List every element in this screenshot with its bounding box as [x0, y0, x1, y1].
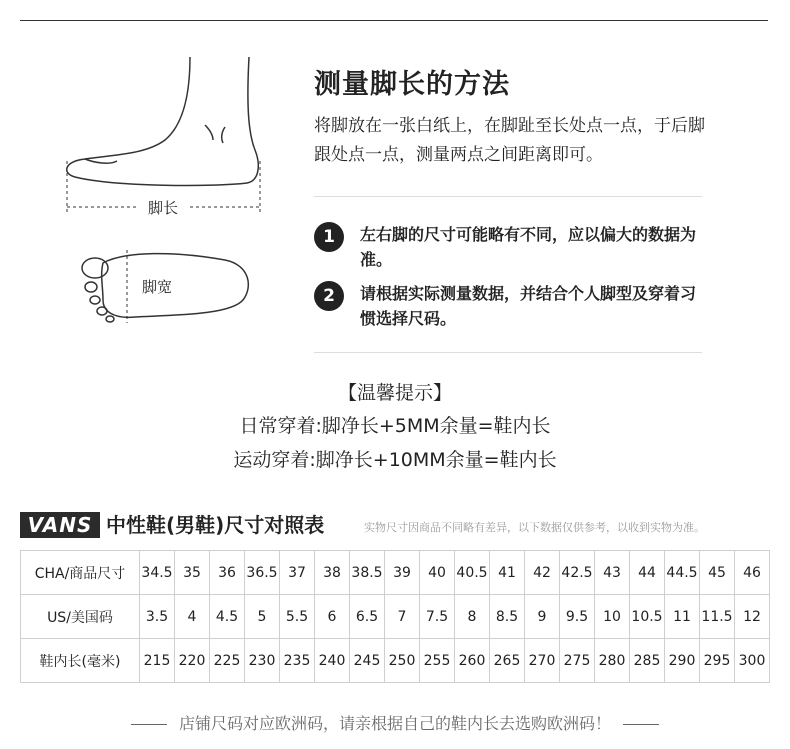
footer-text: 店铺尺码对应欧洲码，请亲根据自己的鞋内长去选购欧洲码！ — [178, 714, 611, 733]
table-cell: 12 — [735, 595, 770, 639]
table-cell: 40 — [420, 551, 455, 595]
table-cell: 285 — [630, 639, 665, 683]
row-header: 鞋内长(毫米) — [21, 639, 140, 683]
table-cell: 44 — [630, 551, 665, 595]
table-cell: 36 — [210, 551, 245, 595]
table-cell: 44.5 — [665, 551, 700, 595]
table-cell: 4.5 — [210, 595, 245, 639]
table-cell: 34.5 — [140, 551, 175, 595]
section-divider — [314, 352, 702, 353]
table-cell: 5 — [245, 595, 280, 639]
table-cell: 38 — [315, 551, 350, 595]
table-cell: 43 — [595, 551, 630, 595]
table-cell: 8.5 — [490, 595, 525, 639]
table-cell: 41 — [490, 551, 525, 595]
notice-daily: 日常穿着:脚净长+5MM余量=鞋内长 — [239, 415, 551, 437]
table-cell: 260 — [455, 639, 490, 683]
measure-title: 测量脚长的方法 — [314, 69, 510, 100]
table-cell: 10.5 — [630, 595, 665, 639]
table-cell: 270 — [525, 639, 560, 683]
table-cell: 250 — [385, 639, 420, 683]
table-cell: 42 — [525, 551, 560, 595]
table-cell: 8 — [455, 595, 490, 639]
table-cell: 230 — [245, 639, 280, 683]
table-cell: 3.5 — [140, 595, 175, 639]
size-table — [20, 550, 770, 683]
table-cell: 39 — [385, 551, 420, 595]
table-cell: 7.5 — [420, 595, 455, 639]
top-divider — [20, 20, 768, 21]
table-cell: 235 — [280, 639, 315, 683]
table-cell: 225 — [210, 639, 245, 683]
foot-width-label: 脚宽 — [142, 278, 173, 296]
table-row — [21, 595, 770, 639]
table-cell: 9.5 — [560, 595, 595, 639]
footer-dash — [131, 724, 167, 725]
tip-1 — [314, 222, 714, 274]
notice-title: 【温馨提示】 — [337, 382, 452, 404]
table-cell: 38.5 — [350, 551, 385, 595]
table-cell: 11.5 — [700, 595, 735, 639]
table-cell: 4 — [175, 595, 210, 639]
table-cell: 37 — [280, 551, 315, 595]
tip-text: 左右脚的尺寸可能略有不同，应以偏大的数据为准。 — [360, 225, 697, 269]
tip-2 — [314, 281, 714, 333]
section-divider — [314, 196, 702, 197]
table-cell: 9 — [525, 595, 560, 639]
notice-sport: 运动穿着:脚净长+10MM余量=鞋内长 — [233, 449, 557, 471]
table-cell: 35 — [175, 551, 210, 595]
footer-note — [0, 711, 790, 734]
table-cell: 36.5 — [245, 551, 280, 595]
row-header: CHA/商品尺寸 — [21, 551, 140, 595]
table-cell: 300 — [735, 639, 770, 683]
table-cell: 40.5 — [455, 551, 490, 595]
table-cell: 245 — [350, 639, 385, 683]
table-cell: 290 — [665, 639, 700, 683]
tip-number-badge: 1 — [314, 222, 344, 252]
foot-side-view-icon — [67, 57, 259, 185]
size-chart-note: 实物尺寸因商品不同略有差异，以下数据仅供参考，以收到实物为准。 — [364, 521, 705, 534]
brand-badge: VANS — [20, 512, 100, 538]
table-cell: 11 — [665, 595, 700, 639]
table-cell: 220 — [175, 639, 210, 683]
measure-description: 将脚放在一张白纸上，在脚趾至长处点一点，于后脚跟处点一点，测量两点之间距离即可。 — [314, 116, 705, 165]
table-cell: 46 — [735, 551, 770, 595]
tip-number-badge: 2 — [314, 281, 344, 311]
table-cell: 265 — [490, 639, 525, 683]
table-cell: 5.5 — [280, 595, 315, 639]
size-chart-title: 中性鞋(男鞋)尺寸对照表 — [106, 513, 325, 537]
table-cell: 6 — [315, 595, 350, 639]
table-row — [21, 639, 770, 683]
foot-illustration — [55, 55, 265, 335]
table-cell: 6.5 — [350, 595, 385, 639]
table-cell: 215 — [140, 639, 175, 683]
table-cell: 10 — [595, 595, 630, 639]
footer-dash — [623, 724, 659, 725]
table-cell: 42.5 — [560, 551, 595, 595]
table-cell: 7 — [385, 595, 420, 639]
table-row — [21, 551, 770, 595]
tip-text: 请根据实际测量数据，并结合个人脚型及穿着习惯选择尺码。 — [360, 284, 697, 328]
table-cell: 295 — [700, 639, 735, 683]
table-cell: 275 — [560, 639, 595, 683]
table-cell: 240 — [315, 639, 350, 683]
row-header: US/美国码 — [21, 595, 140, 639]
foot-length-label: 脚长 — [147, 199, 179, 217]
table-cell: 255 — [420, 639, 455, 683]
table-cell: 45 — [700, 551, 735, 595]
table-cell: 280 — [595, 639, 630, 683]
